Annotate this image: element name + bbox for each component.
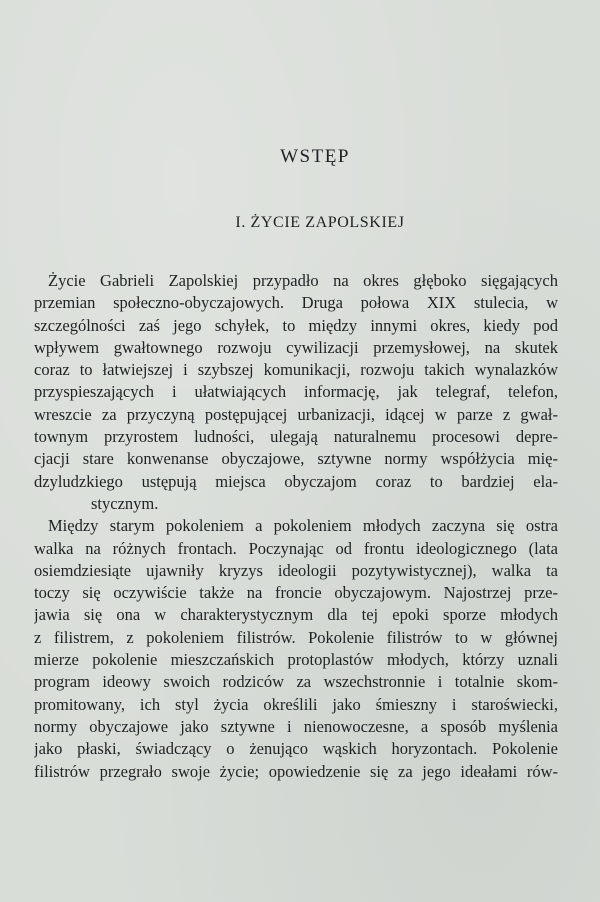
text-line: stycznym. bbox=[91, 493, 159, 513]
text-line: walka na różnych frontach. Poczynając od frontu ideologicznego (lata bbox=[34, 538, 558, 558]
section-title: I. ŻYCIE ZAPOLSKIEJ bbox=[235, 214, 405, 231]
text-line: jawia się ona w charakterystycznym dla tej epoki sporze młodych bbox=[34, 605, 558, 625]
text-line: cjacji stare konwenanse obyczajowe, sztywne normy współżycia mię- bbox=[34, 449, 558, 469]
text-line: jako płaski, świadczący o żenująco wąskich horyzontach. Pokolenie bbox=[34, 739, 558, 759]
text-line: toczy się oczywiście także na froncie obyczajowym. Najostrzej prze- bbox=[34, 583, 558, 603]
text-line: Życie Gabrieli Zapolskiej przypadło na okres głęboko sięgających bbox=[48, 271, 558, 290]
text-line: dzyludzkiego ustępują miejsca obyczajom coraz to bardziej ela- bbox=[34, 471, 558, 491]
text-line: przyspieszających i ułatwiających informację, jak telegraf, telefon, bbox=[34, 382, 558, 402]
text-line: osiemdziesiąte ujawniły kryzys ideologii pozytywistycznej), walka ta bbox=[34, 560, 558, 580]
body-text bbox=[34, 270, 558, 783]
text-line: normy obyczajowe jako sztywne i nienowoczesne, a sposób myślenia bbox=[34, 716, 558, 736]
text-line: coraz to łatwiejszej i szybszej komunikacji, rozwoju takich wynalazków bbox=[34, 360, 558, 380]
text-line: mierze pokolenie mieszczańskich protoplastów młodych, którzy uznali bbox=[34, 650, 558, 670]
text-line: przemian społeczno-obyczajowych. Druga połowa XIX stulecia, w bbox=[34, 293, 558, 313]
chapter-title: WSTĘP bbox=[280, 146, 350, 167]
text-line: z filistrem, z pokoleniem filistrów. Pokolenie filistrów to w głównej bbox=[34, 627, 558, 647]
text-line: szczególności zaś jego schyłek, to między innymi okres, kiedy pod bbox=[34, 315, 558, 335]
text-line: townym przyrostem ludności, ulegają naturalnemu procesowi depre- bbox=[34, 427, 558, 447]
text-line: wreszcie za przyczyną postępującej urbanizacji, idącej w parze z gwał- bbox=[34, 404, 558, 424]
text-line: Między starym pokoleniem a pokoleniem młodych zaczyna się ostra bbox=[48, 516, 558, 536]
text-line: filistrów przegrało swoje życie; opowiedzenie się za jego ideałami rów- bbox=[34, 761, 558, 781]
text-line: program ideowy swoich rodziców za wszechstronnie i totalnie skom- bbox=[34, 672, 558, 692]
text-line: wpływem gwałtownego rozwoju cywilizacji przemysłowej, na skutek bbox=[34, 337, 558, 357]
text-line: promitowany, ich styl życia określili jako śmieszny i staroświecki, bbox=[34, 694, 558, 714]
